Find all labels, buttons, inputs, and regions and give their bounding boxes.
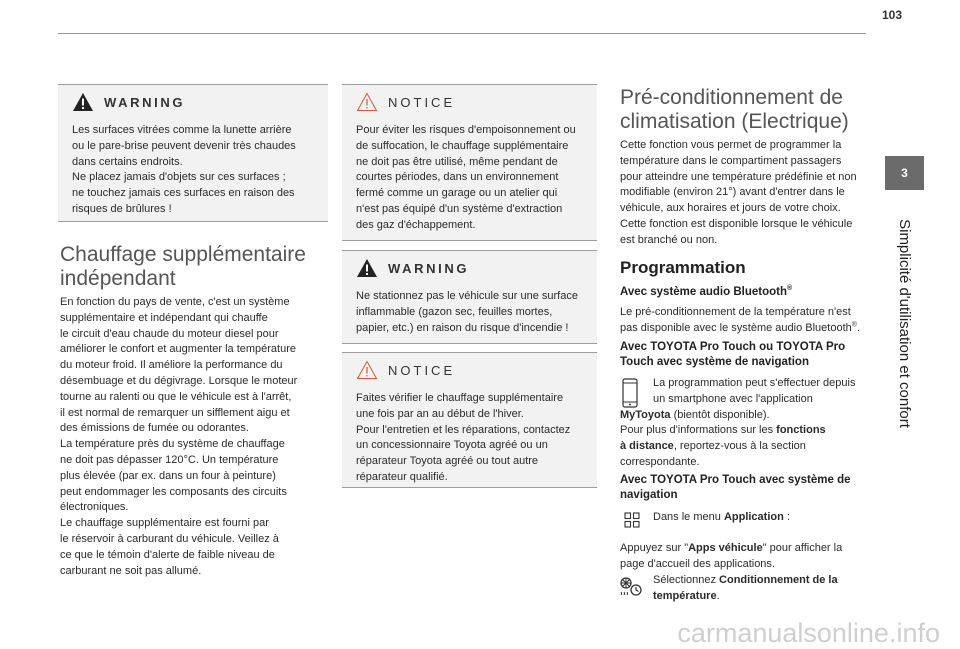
text-fragment: (bientôt disponible). bbox=[670, 408, 770, 421]
preconditioning-intro bbox=[620, 138, 882, 249]
text-line: des gaz d'échappement. bbox=[356, 218, 476, 231]
text-fragment: pas disponible avec le système audio Bluetooth bbox=[620, 321, 852, 334]
text-line bbox=[620, 423, 882, 439]
text-line: inflammable (gazon sec, feuilles mortes, bbox=[356, 305, 553, 318]
text-line: peut endommager les composants des circuits bbox=[60, 485, 287, 498]
text-line: En fonction du pays de vente, c'est un système bbox=[60, 296, 290, 308]
text-line: Pour l'entretien et les réparations, contactez bbox=[356, 423, 571, 436]
text-line: une fois par an au début de l'hiver. bbox=[356, 407, 524, 420]
text-line: La température près du système de chauffage bbox=[60, 438, 285, 451]
text-line: ce que le témoin d'alerte de faible niveau de bbox=[60, 548, 275, 561]
warning-box-glass bbox=[58, 84, 328, 222]
bold-term: Apps véhicule bbox=[688, 542, 763, 554]
bold-term: fonctions bbox=[776, 424, 826, 437]
text-line bbox=[620, 439, 882, 455]
text-line: tourne au ralenti ou que le véhicule est à l'arrêt, bbox=[60, 390, 292, 403]
registered-mark: ® bbox=[851, 321, 857, 329]
notice-label: NOTICE bbox=[388, 94, 456, 110]
notice-box-poisoning bbox=[342, 84, 597, 241]
notice-label: NOTICE bbox=[388, 362, 456, 378]
heading-auxiliary-heater bbox=[60, 243, 340, 291]
text-line: Cette fonction vous permet de programmer la bbox=[620, 139, 842, 151]
text-line: courtes périodes, dans un environnement bbox=[356, 171, 559, 184]
text-fragment: , reportez-vous à la section bbox=[673, 440, 806, 453]
heading-line: climatisation (Electrique) bbox=[620, 110, 849, 133]
text-line: le circuit d'eau chaude du moteur diesel pour bbox=[60, 327, 279, 340]
text-line: désembuage et du dégivrage. Lorsque le moteur bbox=[60, 374, 298, 387]
text-line: ne doit pas dépasser 120°C. Un température bbox=[60, 453, 279, 466]
text-line: n'est pas équipé d'un système d'extraction bbox=[356, 202, 563, 215]
warning-text bbox=[342, 282, 597, 346]
notice-icon bbox=[356, 92, 378, 112]
text-line: Le pré-conditionnement de la température n'est bbox=[620, 306, 851, 318]
warning-label: WARNING bbox=[388, 260, 470, 276]
text-line bbox=[620, 321, 882, 337]
select-conditioning-text bbox=[653, 573, 883, 605]
text-line: réparateur qualifié. bbox=[356, 470, 448, 483]
text-line: améliorer le confort et augmenter la température bbox=[60, 343, 297, 356]
text-line: ne touchez jamais ces surfaces en raison des bbox=[72, 187, 295, 200]
warning-text bbox=[58, 116, 328, 228]
text-line bbox=[653, 589, 883, 605]
text-line bbox=[620, 541, 882, 557]
text-fragment: Dans le menu bbox=[653, 511, 724, 523]
heading-programming: Programmation bbox=[620, 258, 746, 277]
warning-icon bbox=[72, 92, 94, 112]
text-line: pour atteindre une température prédéfinie et non bbox=[620, 170, 857, 183]
text-line: un concessionnaire Toyota agréé ou un bbox=[356, 439, 548, 452]
text-fragment: : bbox=[783, 511, 790, 523]
header-rule bbox=[58, 33, 866, 34]
heading-toyota-pro-touch-navigation bbox=[620, 473, 882, 503]
text-line: Ne placez jamais d'objets sur ces surfaces ; bbox=[72, 171, 286, 184]
warning-label: WARNING bbox=[104, 94, 186, 110]
text-line: température dans le compartiment passagers bbox=[620, 154, 842, 167]
text-line: un smartphone avec l'application bbox=[653, 392, 813, 405]
notice-text bbox=[342, 384, 597, 496]
bold-term: à distance bbox=[620, 440, 674, 453]
warning-box-fire bbox=[342, 250, 597, 344]
text-line: le réservoir à carburant du véhicule. Veillez à bbox=[60, 532, 279, 545]
text-line: ne doit pas être utilisé, même pendant de bbox=[356, 155, 558, 168]
text-fragment: . bbox=[856, 321, 860, 334]
text-line: Faites vérifier le chauffage supplémentaire bbox=[356, 392, 564, 404]
text-line: Le chauffage supplémentaire est fourni par bbox=[60, 517, 269, 530]
registered-mark: ® bbox=[787, 285, 793, 293]
text-line: plus élevée (par ex. dans un four à peinture) bbox=[60, 469, 276, 482]
notice-icon bbox=[356, 360, 378, 380]
bluetooth-text bbox=[620, 305, 882, 337]
text-line: modifiable (environ 21°) avant d'entrer dans le bbox=[620, 186, 845, 199]
app-name: MyToyota bbox=[620, 408, 671, 421]
bold-term: température bbox=[653, 589, 717, 602]
heading-line: Chauffage supplémentaire bbox=[60, 243, 306, 266]
text-line: de suffocation, le chauffage supplémentaire bbox=[356, 139, 569, 152]
text-line: du moteur froid. Il améliore la performance du bbox=[60, 359, 283, 372]
text-line: page d'accueil des applications. bbox=[620, 557, 775, 570]
heading-text: Avec système audio Bluetooth bbox=[620, 286, 788, 298]
auxiliary-heater-body bbox=[60, 295, 340, 579]
text-line: est branché ou non. bbox=[620, 233, 718, 246]
heading-line: indépendant bbox=[60, 267, 176, 290]
text-fragment: Pour plus d'informations sur les bbox=[620, 424, 777, 437]
applications-grid-icon bbox=[624, 512, 640, 528]
toyota-pro-touch-text bbox=[620, 376, 882, 471]
vehicle-apps-text bbox=[620, 541, 882, 573]
text-line: dans certains endroits. bbox=[72, 155, 183, 168]
notice-text bbox=[342, 116, 597, 244]
text-line: électroniques. bbox=[60, 501, 129, 514]
text-line: réparateur Toyota agréé ou tout autre bbox=[356, 455, 539, 468]
bold-term: Application bbox=[723, 511, 784, 523]
heading-line: Pré-conditionnement de bbox=[620, 86, 843, 109]
heading-line: Avec TOYOTA Pro Touch ou TOYOTA Pro bbox=[620, 341, 846, 353]
menu-application-text bbox=[653, 510, 883, 526]
text-line: véhicule, aux horaires et jours de votre choix. bbox=[620, 202, 841, 215]
bold-term: Conditionnement de la bbox=[719, 574, 838, 586]
text-line: Cette fonction est disponible lorsque le véhicule bbox=[620, 217, 853, 230]
text-line bbox=[620, 408, 882, 424]
warning-icon bbox=[356, 258, 378, 278]
text-fragment: Appuyez sur " bbox=[620, 542, 689, 554]
text-line: La programmation peut s'effectuer depuis bbox=[653, 377, 856, 389]
text-line: ou le pare-brise peuvent devenir très chaudes bbox=[72, 139, 296, 152]
text-line: des émissions de fumée ou odorantes. bbox=[60, 422, 249, 435]
heading-line: Avec TOYOTA Pro Touch avec système de bbox=[620, 474, 851, 486]
watermark: carmanualsonline.info bbox=[677, 618, 940, 648]
notice-box-maintenance bbox=[342, 352, 597, 488]
chapter-title bbox=[885, 203, 924, 443]
text-fragment: " pour afficher la bbox=[762, 542, 843, 554]
temperature-timer-icon bbox=[619, 576, 643, 598]
text-line: il est normal de remarquer un sifflement aigu et bbox=[60, 406, 290, 419]
text-line: Pour éviter les risques d'empoisonnement ou bbox=[356, 124, 576, 136]
text-line: papier, etc.) en raison du risque d'incendie ! bbox=[356, 321, 569, 334]
text-line: fermé comme un garage ou un atelier qui bbox=[356, 187, 558, 200]
text-line bbox=[653, 573, 883, 589]
text-line: correspondante. bbox=[620, 455, 700, 468]
page-number: 103 bbox=[881, 8, 903, 22]
heading-preconditioning bbox=[620, 86, 880, 134]
heading-line: Touch avec système de navigation bbox=[620, 356, 809, 368]
text-line: carburant ne soit pas allumé. bbox=[60, 564, 202, 577]
text-line: Les surfaces vitrées comme la lunette arrière bbox=[72, 124, 292, 136]
chapter-tab: 3 bbox=[885, 156, 924, 190]
heading-line: navigation bbox=[620, 489, 678, 501]
heading-bluetooth bbox=[620, 285, 882, 300]
chapter-title-text: Simplicité d'utilisation et confort bbox=[896, 218, 914, 428]
heading-toyota-pro-touch bbox=[620, 340, 882, 370]
text-fragment: . bbox=[716, 589, 720, 602]
text-line: risques de brûlures ! bbox=[72, 202, 172, 215]
text-fragment: Sélectionnez bbox=[653, 574, 720, 586]
text-line: supplémentaire et indépendant qui chauffe bbox=[60, 311, 268, 324]
text-line: Ne stationnez pas le véhicule sur une surface bbox=[356, 290, 578, 302]
